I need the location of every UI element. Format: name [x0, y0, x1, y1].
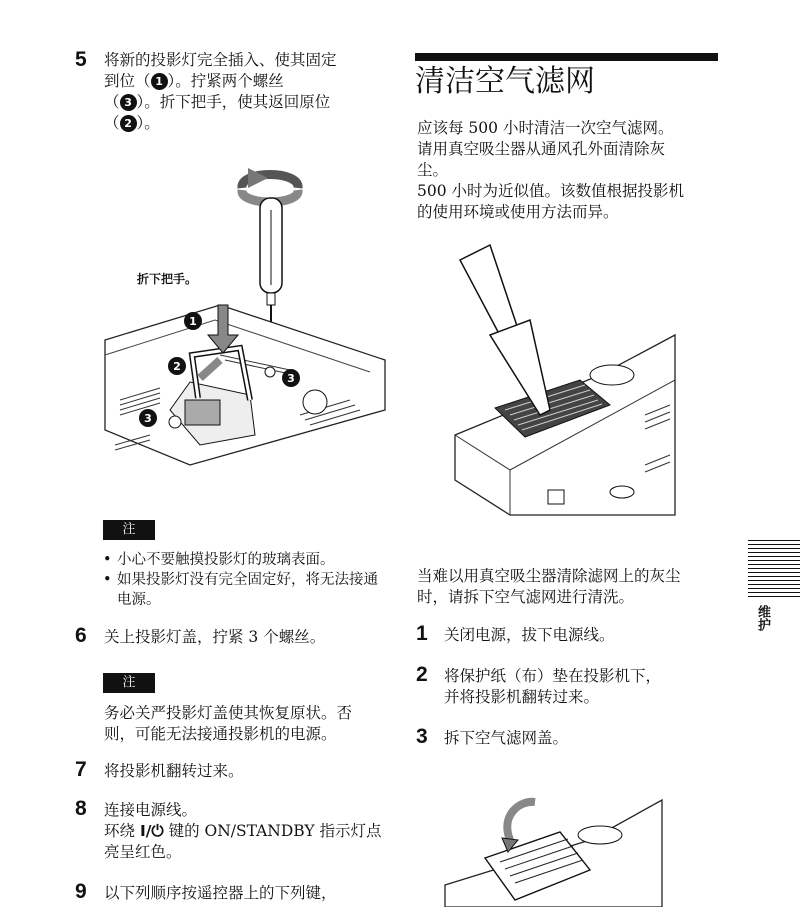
note-1-item: • 如果投影灯没有完全固定好，将无法接通电源。 — [103, 570, 388, 610]
step-6-number: 6 — [75, 624, 87, 647]
note-1-list — [103, 550, 388, 610]
marker-1-icon: 1 — [151, 73, 168, 90]
step-7-text: 将投影机翻转过来。 — [104, 762, 244, 780]
text-fragment: 到位（ — [104, 72, 151, 90]
note-tag: 注 — [103, 673, 155, 693]
marker-2-icon: 2 — [120, 115, 137, 132]
marker-2-label: 2 — [173, 360, 181, 373]
intro-line: 的使用环境或使用方法而异。 — [417, 203, 619, 221]
vacuum-cleaning-illustration — [450, 240, 680, 520]
step-5-line-4 — [104, 113, 394, 134]
note-2-line-2: 则，可能无法接通投影机的电源。 — [104, 725, 337, 743]
step-8-text — [104, 800, 382, 863]
note-1-item: • 小心不要触摸投影灯的玻璃表面。 — [103, 550, 388, 570]
text-fragment: （ — [104, 114, 120, 132]
right-step-1-text: 关闭电源，拔下电源线。 — [444, 626, 615, 644]
intro-line: 请用真空吸尘器从通风孔外面清除灰 — [417, 140, 666, 158]
section-rule — [415, 53, 718, 61]
paragraph-line: 时，请拆下空气滤网进行清洗。 — [417, 588, 635, 606]
step-line: 将保护纸（布）垫在投影机下， — [444, 667, 662, 685]
marker-1-label: 1 — [189, 315, 197, 328]
marker-3b-label: 3 — [144, 412, 152, 425]
step-8-line-1: 连接电源线。 — [104, 801, 198, 819]
marker-3-icon: 3 — [120, 94, 137, 111]
step-7-number: 7 — [75, 758, 87, 781]
note-tag: 注 — [103, 520, 155, 540]
lamp-installation-illustration — [100, 160, 400, 470]
note-2-line-1: 务必关严投影灯盖使其恢复原状。否 — [104, 704, 353, 722]
step-5-number: 5 — [75, 48, 87, 71]
step-6-text: 关上投影灯盖，拧紧 3 个螺丝。 — [104, 628, 326, 646]
side-tab-stripes — [748, 540, 800, 598]
right-step-2-text — [444, 666, 661, 708]
paragraph-2 — [417, 566, 717, 608]
right-step-2-number: 2 — [416, 663, 428, 686]
text-fragment: （ — [104, 93, 120, 111]
step-9-text: 以下列顺序按遥控器上的下列键， — [104, 884, 337, 902]
step-5-text — [104, 50, 394, 134]
intro-line: 应该每 500 小时清洁一次空气滤网。 — [417, 119, 674, 137]
text-fragment: 环绕 — [104, 822, 140, 840]
paragraph-line: 当难以用真空吸尘器清除滤网上的灰尘 — [417, 567, 681, 585]
right-step-3-text: 拆下空气滤网盖。 — [444, 729, 569, 747]
note-2-text — [104, 703, 352, 745]
lift-arrow-icon — [507, 802, 535, 840]
step-5-line-1: 将新的投影灯完全插入、使其固定 — [104, 51, 337, 69]
text-fragment: ）。拧紧两个螺丝 — [167, 72, 284, 90]
step-5-line-3 — [104, 92, 394, 113]
text-fragment: 键的 ON/STANDBY 指示灯点 — [163, 822, 382, 840]
text-fragment: ）。 — [136, 114, 160, 132]
side-tab-label: 维护 — [755, 605, 770, 631]
figure-caption: 折下把手。 — [137, 272, 198, 286]
section-title: 清洁空气滤网 — [415, 64, 595, 99]
step-8-number: 8 — [75, 797, 87, 820]
step-line: 并将投影机翻转过来。 — [444, 688, 600, 706]
right-step-1-number: 1 — [416, 622, 428, 645]
filter-cover-removal-illustration — [440, 790, 665, 907]
intro-line: 尘。 — [417, 161, 449, 179]
step-8-line-3: 亮呈红色。 — [104, 843, 182, 861]
marker-3-label: 3 — [287, 372, 295, 385]
text-fragment: ）。折下把手，使其返回原位 — [136, 93, 331, 111]
step-5-line-2 — [104, 71, 394, 92]
intro-paragraph — [417, 118, 717, 223]
right-step-3-number: 3 — [416, 725, 428, 748]
intro-line: 500 小时为近似值。该数值根据投影机 — [417, 182, 685, 200]
step-9-number: 9 — [75, 880, 87, 903]
power-icon: I/⏻ — [139, 822, 164, 840]
step-8-line-2 — [104, 821, 382, 842]
